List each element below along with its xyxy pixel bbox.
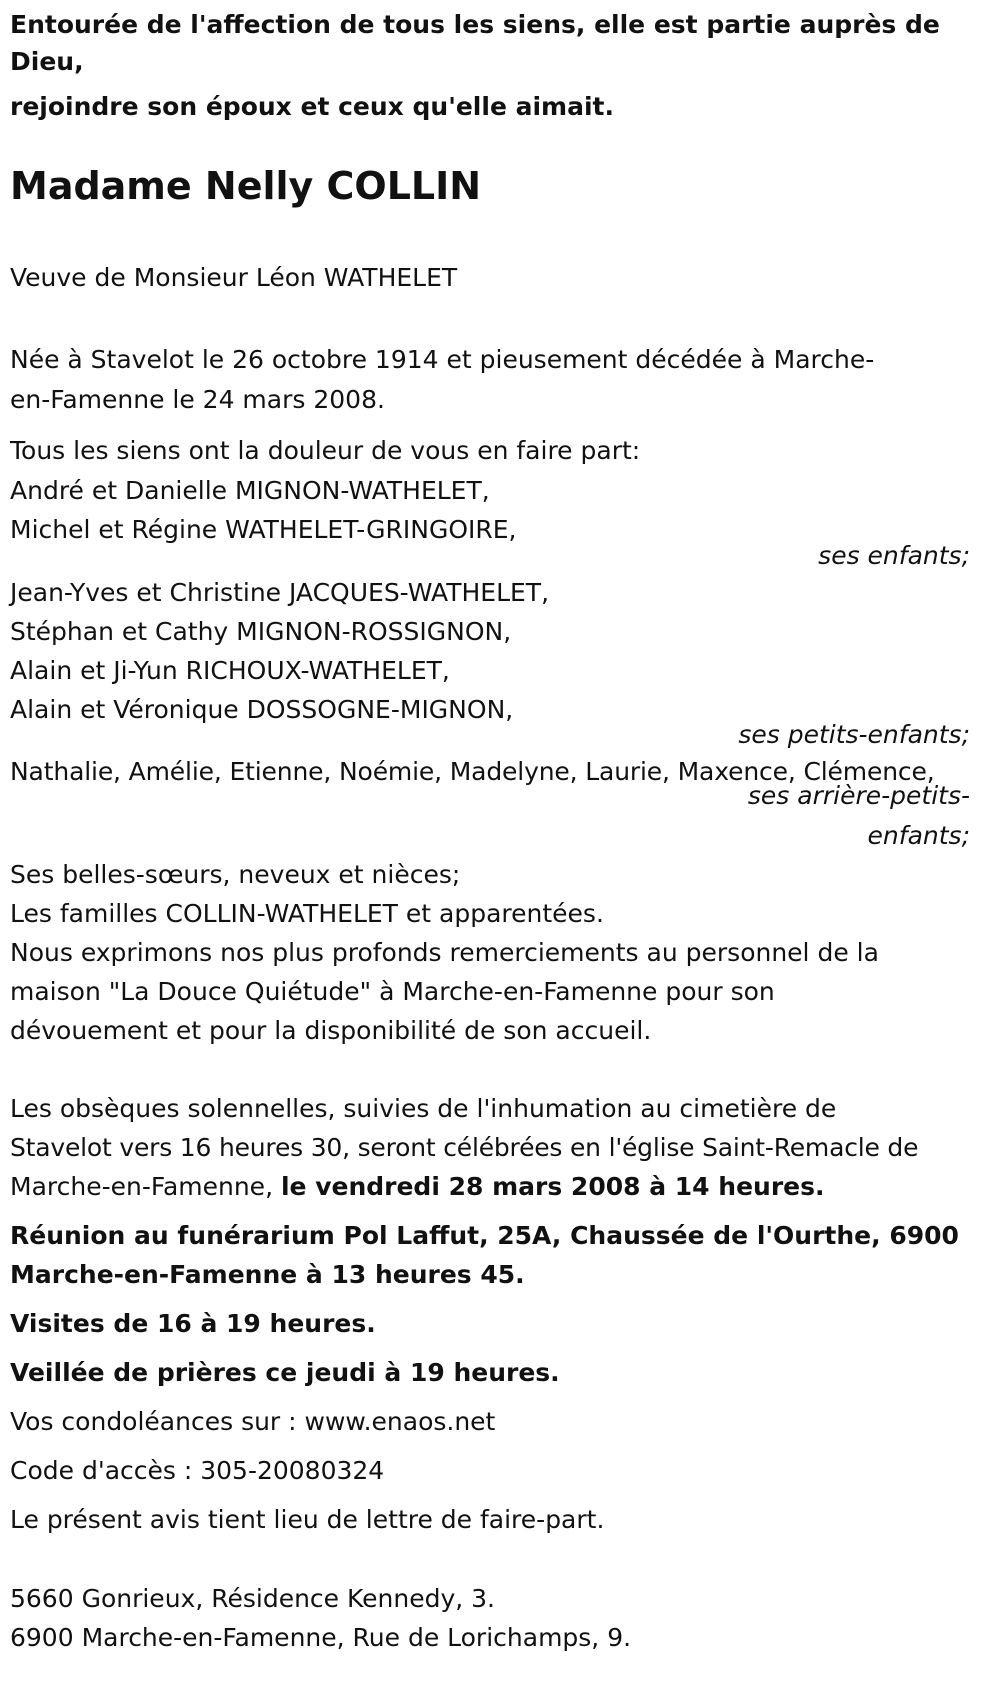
grandchild-1: Jean-Yves et Christine JACQUES-WATHELET, xyxy=(10,578,550,607)
in-laws: Ses belles-sœurs, neveux et nièces; xyxy=(10,860,461,889)
thanks-line-1: Nous exprimons nos plus profonds remerciements au personnel de la xyxy=(10,938,879,967)
condolences: Vos condoléances sur : www.enaos.net xyxy=(10,1407,496,1436)
children-label: ses enfants; xyxy=(818,541,970,570)
child-1: André et Danielle MIGNON-WATHELET, xyxy=(10,476,490,505)
intro-line-1: Entourée de l'affection de tous les siens, elle est partie auprès de xyxy=(10,10,940,39)
families: Les familles COLLIN-WATHELET et apparentées. xyxy=(10,899,604,928)
widow-line: Veuve de Monsieur Léon WATHELET xyxy=(10,263,458,292)
funeral-line-1: Les obsèques solennelles, suivies de l'inhumation au cimetière de xyxy=(10,1094,837,1123)
funeral-line-2: Stavelot vers 16 heures 30, seront célébrées en l'église Saint-Remacle de xyxy=(10,1133,919,1162)
intro-line-3: rejoindre son époux et ceux qu'elle aimait. xyxy=(10,92,614,121)
funeral-date: le vendredi 28 mars 2008 à 14 heures. xyxy=(280,1172,825,1201)
vigil: Veillée de prières ce jeudi à 19 heures. xyxy=(10,1358,560,1387)
birth-line-1: Née à Stavelot le 26 octobre 1914 et pieusement décédée à Marche- xyxy=(10,345,875,374)
family-intro: Tous les siens ont la douleur de vous en faire part: xyxy=(10,436,641,465)
grandchild-4: Alain et Véronique DOSSOGNE-MIGNON, xyxy=(10,695,514,724)
intro-line-2: Dieu, xyxy=(10,47,84,76)
grandchildren-label: ses petits-enfants; xyxy=(738,720,970,749)
thanks-line-2: maison "La Douce Quiétude" à Marche-en-Famenne pour son xyxy=(10,977,775,1006)
child-2: Michel et Régine WATHELET-GRINGOIRE, xyxy=(10,515,517,544)
great-grandchildren-label-1: ses arrière-petits- xyxy=(747,781,970,810)
funeral-place: Marche-en-Famenne, xyxy=(10,1172,281,1201)
address-1: 5660 Gonrieux, Résidence Kennedy, 3. xyxy=(10,1584,495,1613)
meeting-line-1: Réunion au funérarium Pol Laffut, 25A, Chaussée de l'Ourthe, 6900 xyxy=(10,1221,959,1250)
grandchild-2: Stéphan et Cathy MIGNON-ROSSIGNON, xyxy=(10,617,512,646)
meeting-line-2: Marche-en-Famenne à 13 heures 45. xyxy=(10,1260,525,1289)
deceased-name: Madame Nelly COLLIN xyxy=(10,164,482,208)
funeral-line-3 xyxy=(10,1172,825,1202)
visits: Visites de 16 à 19 heures. xyxy=(10,1309,376,1338)
grandchild-3: Alain et Ji-Yun RICHOUX-WATHELET, xyxy=(10,656,450,685)
great-grandchildren: Nathalie, Amélie, Etienne, Noémie, Madelyne, Laurie, Maxence, Clémence, xyxy=(10,757,935,786)
thanks-line-3: dévouement et pour la disponibilité de son accueil. xyxy=(10,1016,652,1045)
notice: Le présent avis tient lieu de lettre de faire-part. xyxy=(10,1505,605,1534)
birth-line-2: en-Famenne le 24 mars 2008. xyxy=(10,385,385,414)
great-grandchildren-label-2: enfants; xyxy=(867,821,970,850)
address-2: 6900 Marche-en-Famenne, Rue de Lorichamps, 9. xyxy=(10,1623,632,1652)
access-code: Code d'accès : 305-20080324 xyxy=(10,1456,385,1485)
